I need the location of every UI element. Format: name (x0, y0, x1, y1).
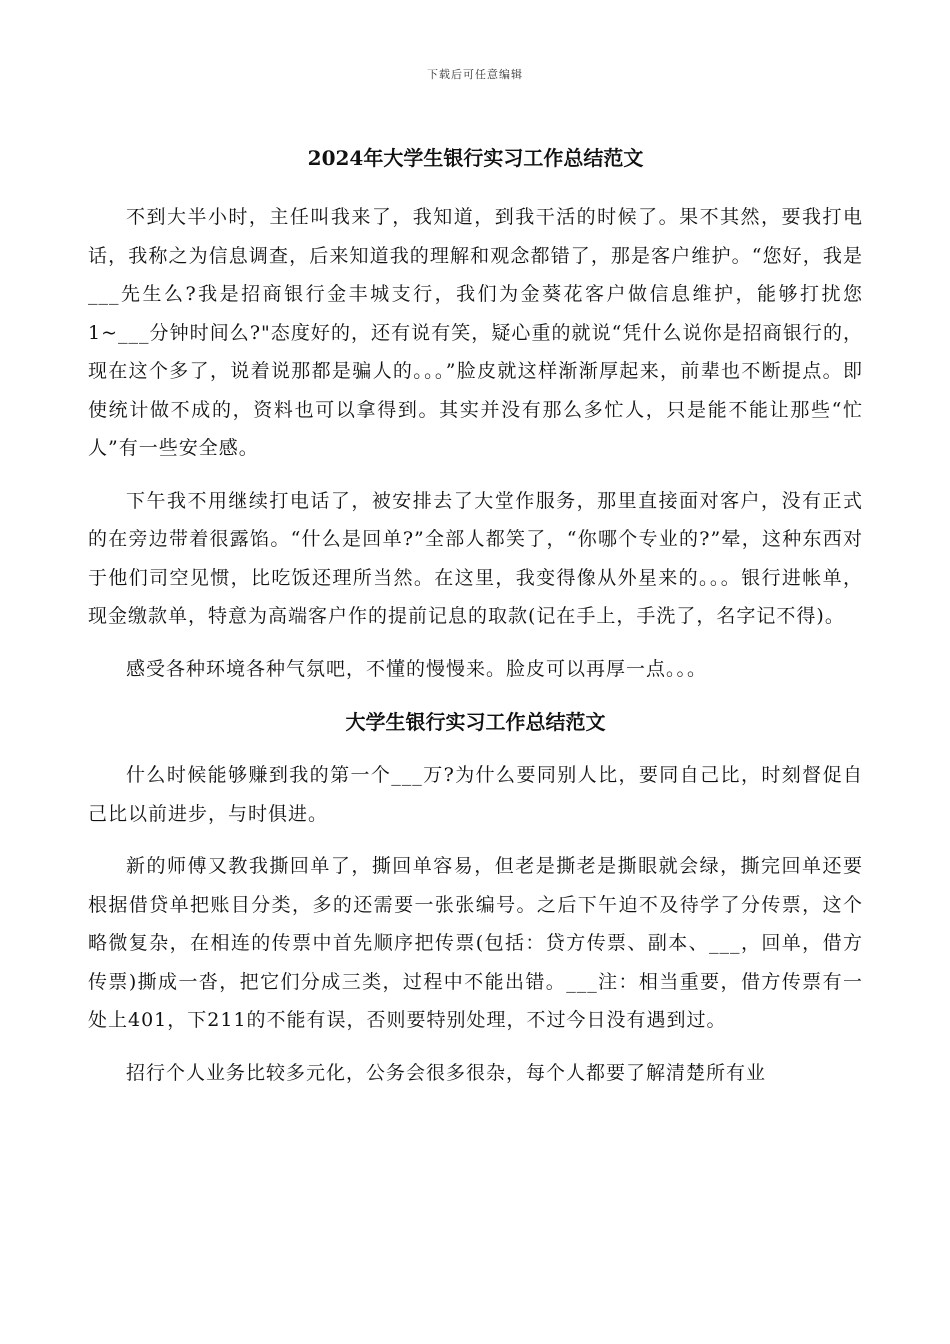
article-title: 大学生银行实习工作总结范文 (345, 710, 606, 734)
paragraph: 新的师傅又教我撕回单了，撕回单容易，但老是撕老是撕眼就会绿，撕完回单还要根据借贷单把账目分类，多的还需要一张张编号。之后下午迫不及待学了分传票，这个略微复杂，在相连的传票中首先顺序把传票(包括：贷方传票、副本、___，回单，借方传票)撕成一沓，把它们分成三类，过程中不能出错。___注：相当重要，借方传票有一处上401，下211的不能有误，否则要特别处理，不过今日没有遇到过。 (88, 855, 863, 1031)
paragraph: 什么时候能够赚到我的第一个___万?为什么要同别人比，要同自己比，时刻督促自己比以前进步，与时俱进。 (88, 764, 863, 825)
paragraph: 下午我不用继续打电话了，被安排去了大堂作服务，那里直接面对客户，没有正式的在旁边带着很露馅。“什么是回单?”全部人都笑了，“你哪个专业的?”晕，这种东西对于他们司空见惯，比吃饭还理所当然。在这里，我变得像从外星来的。。。银行进帐单，现金缴款单，特意为高端客户作的提前记息的取款(记在手上，手洗了，名字记不得)。 (88, 489, 863, 627)
header-note: 下载后可任意编辑 (427, 68, 523, 81)
article-title: 2024年大学生银行实习工作总结范文 (307, 146, 644, 170)
document-body (88, 138, 863, 1106)
paragraph: 感受各种环境各种气氛吧，不懂的慢慢来。脸皮可以再厚一点。。。 (126, 657, 708, 680)
paragraph: 招行个人业务比较多元化，公务会很多很杂，每个人都要了解清楚所有业 (126, 1061, 767, 1084)
paragraph: 不到大半小时，主任叫我来了，我知道，到我干活的时候了。果不其然，要我打电话，我称之为信息调查，后来知道我的理解和观念都错了，那是客户维护。“您好，我是___先生么?我是招商银行金丰城支行，我们为金葵花客户做信息维护，能够打扰您1~___分钟时间么?"态度好的，还有说有笑，疑心重的就说“凭什么说你是招商银行的，现在这个多了，说着说那都是骗人的。。。”脸皮就这样渐渐厚起来，前辈也不断提点。即使统计做不成的，资料也可以拿得到。其实并没有那么多忙人，只是能不能让那些“忙人”有一些安全感。 (88, 206, 863, 459)
